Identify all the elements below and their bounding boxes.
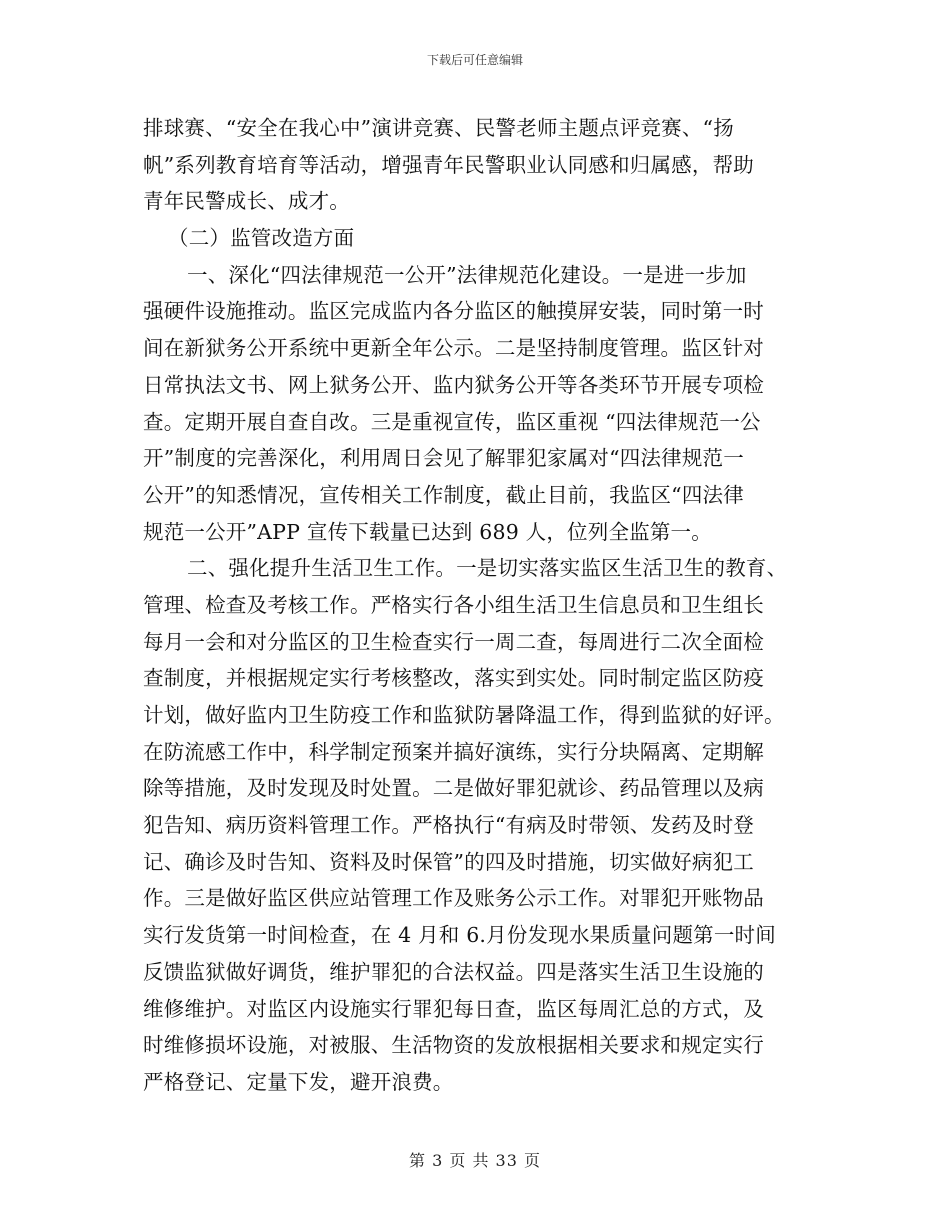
text-line: 开”制度的完善深化，利用周日会见了解罪犯家属对“四法律规范一 bbox=[143, 446, 744, 471]
text-line: 一、深化“四法律规范一公开”法律规范化建设。一是进一步加 bbox=[187, 262, 747, 287]
text-line: 维修维护。对监区内设施实行罪犯每日查，监区每周汇总的方式，及 bbox=[143, 996, 764, 1021]
text-line: 犯告知、病历资料管理工作。严格执行“有病及时带领、发药及时登 bbox=[143, 813, 754, 838]
document-body bbox=[143, 110, 811, 1101]
text-line: 每月一会和对分监区的卫生检查实行一周二查，每周进行二次全面检 bbox=[143, 629, 764, 654]
text-line: 实行发货第一时间检查，在 4 月和 6.月份发现水果质量问题第一时间 bbox=[143, 923, 776, 948]
text-line: 规范一公开”APP 宣传下载量已达到 689 人，位列全监第一。 bbox=[143, 519, 712, 544]
text-line: 计划，做好监内卫生防疫工作和监狱防暑降温工作，得到监狱的好评。 bbox=[143, 703, 785, 727]
text-line: 排球赛、“安全在我心中”演讲竞赛、民警老师主题点评竞赛、“扬 bbox=[143, 116, 734, 140]
text-line: 间在新狱务公开系统中更新全年公示。二是坚持制度管理。监区针对 bbox=[143, 336, 764, 361]
text-line: 管理、检查及考核工作。严格实行各小组生活卫生信息员和卫生组长 bbox=[143, 592, 764, 617]
text-line: 作。三是做好监区供应站管理工作及账务公示工作。对罪犯开账物品 bbox=[143, 886, 764, 911]
text-line: 除等措施，及时发现及时处置。二是做好罪犯就诊、药品管理以及病 bbox=[143, 776, 764, 801]
text-line: 记、确诊及时告知、资料及时保管”的四及时措施，切实做好病犯工 bbox=[143, 849, 754, 874]
text-line: 查。定期开展自查自改。三是重视宣传，监区重视 “四法律规范一公 bbox=[143, 409, 761, 434]
section-heading: （二）监管改造方面 bbox=[168, 226, 355, 251]
text-line: 查制度，并根据规定实行考核整改，落实到实处。同时制定监区防疫 bbox=[143, 666, 764, 691]
text-line: 公开”的知悉情况，宣传相关工作制度，截止目前，我监区“四法律 bbox=[143, 482, 744, 507]
page-number-footer: 第 3 页 共 33 页 bbox=[409, 1151, 541, 1170]
text-line: 日常执法文书、网上狱务公开、监内狱务公开等各类环节开展专项检 bbox=[143, 372, 764, 397]
text-line: 时维修损坏设施，对被服、生活物资的发放根据相关要求和规定实行 bbox=[143, 1033, 764, 1058]
text-line: 帆”系列教育培育等活动，增强青年民警职业认同感和归属感，帮助 bbox=[143, 152, 754, 177]
text-line: 二、强化提升生活卫生工作。一是切实落实监区生活卫生的教育、 bbox=[187, 556, 788, 581]
page-header: 下载后可任意编辑 bbox=[426, 53, 523, 67]
text-line: 反馈监狱做好调货，维护罪犯的合法权益。四是落实生活卫生设施的 bbox=[143, 959, 764, 984]
text-line: 严格登记、定量下发，避开浪费。 bbox=[143, 1069, 454, 1094]
text-line: 青年民警成长、成才。 bbox=[143, 189, 350, 214]
text-line: 强硬件设施推动。监区完成监内各分监区的触摸屏安装，同时第一时 bbox=[143, 299, 764, 324]
text-line: 在防流感工作中，科学制定预案并搞好演练，实行分块隔离、定期解 bbox=[143, 739, 764, 764]
